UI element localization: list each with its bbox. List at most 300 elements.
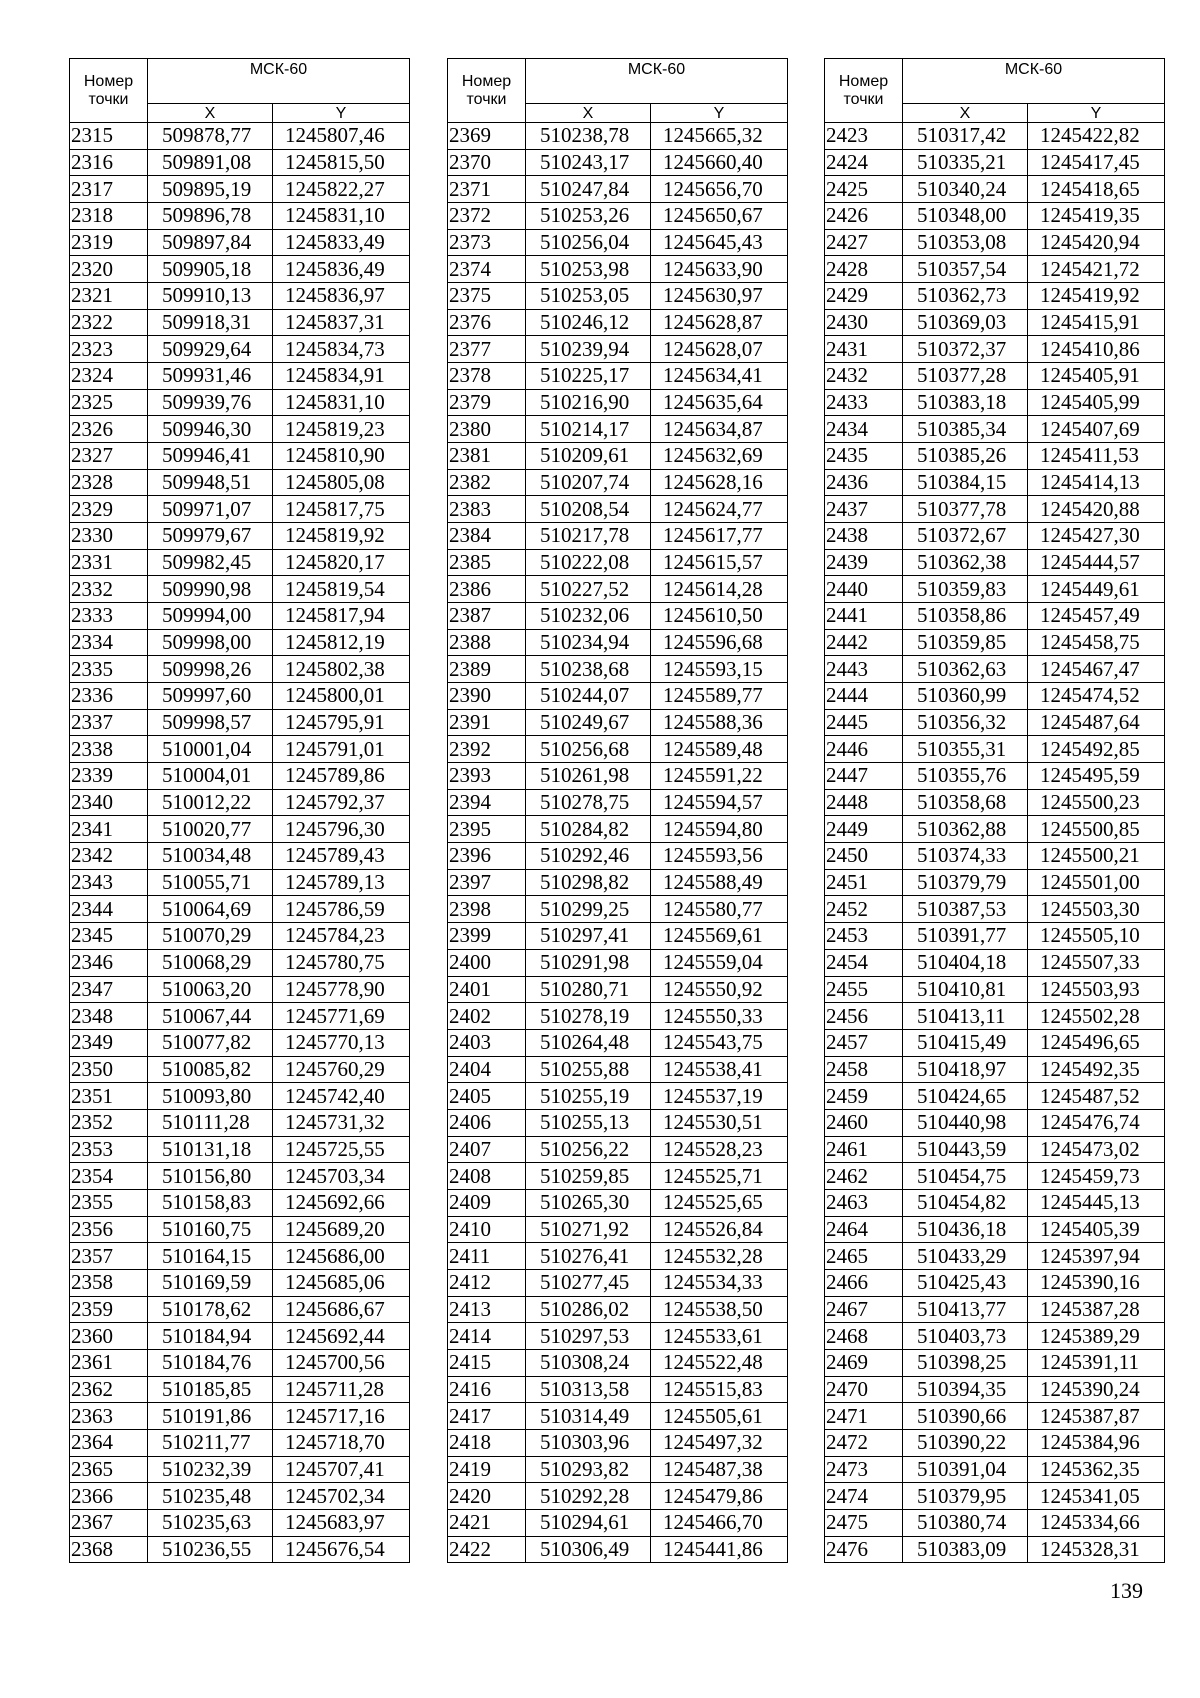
point-number-cell: 2470 — [825, 1376, 903, 1403]
y-coordinate-cell: 1245500,23 — [1028, 789, 1165, 816]
table-row — [825, 816, 1165, 843]
x-coordinate-cell: 510064,69 — [148, 896, 273, 923]
y-coordinate-cell: 1245610,50 — [651, 603, 788, 630]
x-coordinate-cell: 509997,60 — [148, 683, 273, 710]
table-row — [825, 1509, 1165, 1536]
table-row — [448, 336, 788, 363]
x-coordinate-cell: 510425,43 — [903, 1269, 1028, 1296]
point-number-cell: 2325 — [70, 389, 148, 416]
table-row — [448, 976, 788, 1003]
y-coordinate-cell: 1245550,92 — [651, 976, 788, 1003]
point-number-cell: 2369 — [448, 123, 526, 150]
x-coordinate-cell: 510111,28 — [148, 1109, 273, 1136]
point-number-cell: 2372 — [448, 203, 526, 230]
y-coordinate-cell: 1245702,34 — [273, 1483, 410, 1510]
point-number-cell: 2331 — [70, 549, 148, 576]
point-number-cell: 2396 — [448, 843, 526, 870]
table-row — [70, 1536, 410, 1563]
y-coordinate-cell: 1245389,29 — [1028, 1323, 1165, 1350]
table-row — [825, 1109, 1165, 1136]
x-coordinate-cell: 510253,05 — [526, 283, 651, 310]
x-coordinate-cell: 509931,46 — [148, 363, 273, 390]
x-coordinate-cell: 510238,68 — [526, 656, 651, 683]
y-coordinate-cell: 1245615,57 — [651, 549, 788, 576]
table-row — [448, 1296, 788, 1323]
y-coordinate-cell: 1245789,13 — [273, 869, 410, 896]
point-number-cell: 2447 — [825, 763, 903, 790]
x-coordinate-cell: 509891,08 — [148, 149, 273, 176]
point-number-cell: 2458 — [825, 1056, 903, 1083]
y-coordinate-cell: 1245390,24 — [1028, 1376, 1165, 1403]
point-number-cell: 2363 — [70, 1403, 148, 1430]
y-coordinate-cell: 1245817,94 — [273, 603, 410, 630]
point-number-cell: 2441 — [825, 603, 903, 630]
table-row — [825, 469, 1165, 496]
point-number-cell: 2346 — [70, 949, 148, 976]
table-row — [448, 1323, 788, 1350]
y-coordinate-cell: 1245414,13 — [1028, 469, 1165, 496]
point-number-cell: 2368 — [70, 1536, 148, 1563]
y-coordinate-cell: 1245525,65 — [651, 1189, 788, 1216]
point-number-cell: 2381 — [448, 443, 526, 470]
x-coordinate-cell: 510362,63 — [903, 656, 1028, 683]
y-coordinate-cell: 1245390,16 — [1028, 1269, 1165, 1296]
x-coordinate-cell: 510208,54 — [526, 496, 651, 523]
table-row — [70, 1083, 410, 1110]
x-coordinate-cell: 509910,13 — [148, 283, 273, 310]
table-row — [448, 896, 788, 923]
point-number-cell: 2476 — [825, 1536, 903, 1563]
x-coordinate-cell: 510454,75 — [903, 1163, 1028, 1190]
point-number-cell: 2473 — [825, 1456, 903, 1483]
table-row — [70, 416, 410, 443]
table-row — [825, 336, 1165, 363]
table-row — [825, 1456, 1165, 1483]
x-coordinate-cell: 510358,68 — [903, 789, 1028, 816]
x-coordinate-cell: 510433,29 — [903, 1243, 1028, 1270]
point-number-cell: 2440 — [825, 576, 903, 603]
y-coordinate-cell: 1245421,72 — [1028, 256, 1165, 283]
y-coordinate-cell: 1245596,68 — [651, 629, 788, 656]
table-row — [825, 949, 1165, 976]
table-row — [448, 1429, 788, 1456]
point-number-cell: 2445 — [825, 709, 903, 736]
table-row — [70, 443, 410, 470]
x-coordinate-cell: 510255,13 — [526, 1109, 651, 1136]
point-number-cell: 2420 — [448, 1483, 526, 1510]
y-coordinate-cell: 1245831,10 — [273, 203, 410, 230]
point-number-cell: 2347 — [70, 976, 148, 1003]
table-row — [825, 283, 1165, 310]
point-number-cell: 2463 — [825, 1189, 903, 1216]
table-row — [825, 1349, 1165, 1376]
point-number-cell: 2472 — [825, 1429, 903, 1456]
point-number-cell: 2349 — [70, 1029, 148, 1056]
point-number-cell: 2452 — [825, 896, 903, 923]
point-number-cell: 2397 — [448, 869, 526, 896]
point-number-cell: 2337 — [70, 709, 148, 736]
x-coordinate-cell: 510297,53 — [526, 1323, 651, 1350]
point-number-cell: 2398 — [448, 896, 526, 923]
point-number-header: Номер точки — [825, 59, 903, 123]
y-coordinate-cell: 1245474,52 — [1028, 683, 1165, 710]
x-coordinate-cell: 510169,59 — [148, 1269, 273, 1296]
point-number-cell: 2416 — [448, 1376, 526, 1403]
point-number-cell: 2351 — [70, 1083, 148, 1110]
point-number-cell: 2444 — [825, 683, 903, 710]
table-row — [825, 736, 1165, 763]
x-coordinate-cell: 509895,19 — [148, 176, 273, 203]
y-coordinate-cell: 1245449,61 — [1028, 576, 1165, 603]
y-coordinate-cell: 1245495,59 — [1028, 763, 1165, 790]
table-row — [825, 603, 1165, 630]
table-row — [448, 496, 788, 523]
point-number-cell: 2382 — [448, 469, 526, 496]
table-row — [448, 683, 788, 710]
x-coordinate-cell: 510034,48 — [148, 843, 273, 870]
point-number-cell: 2329 — [70, 496, 148, 523]
table-row — [70, 576, 410, 603]
x-header: X — [148, 104, 273, 123]
table-row — [448, 1403, 788, 1430]
table-row — [825, 923, 1165, 950]
y-coordinate-cell: 1245473,02 — [1028, 1136, 1165, 1163]
table-row — [448, 869, 788, 896]
y-coordinate-cell: 1245497,32 — [651, 1429, 788, 1456]
point-number-cell: 2353 — [70, 1136, 148, 1163]
y-coordinate-cell: 1245770,13 — [273, 1029, 410, 1056]
point-number-cell: 2379 — [448, 389, 526, 416]
y-coordinate-cell: 1245534,33 — [651, 1269, 788, 1296]
y-coordinate-cell: 1245692,44 — [273, 1323, 410, 1350]
y-coordinate-cell: 1245834,73 — [273, 336, 410, 363]
x-coordinate-cell: 510184,94 — [148, 1323, 273, 1350]
y-coordinate-cell: 1245660,40 — [651, 149, 788, 176]
y-coordinate-cell: 1245487,64 — [1028, 709, 1165, 736]
point-number-cell: 2474 — [825, 1483, 903, 1510]
y-coordinate-cell: 1245391,11 — [1028, 1349, 1165, 1376]
point-number-cell: 2415 — [448, 1349, 526, 1376]
table-row — [448, 1109, 788, 1136]
x-coordinate-cell: 509905,18 — [148, 256, 273, 283]
y-coordinate-cell: 1245594,57 — [651, 789, 788, 816]
x-coordinate-cell: 510385,34 — [903, 416, 1028, 443]
point-number-cell: 2375 — [448, 283, 526, 310]
table-row — [70, 336, 410, 363]
point-number-cell: 2462 — [825, 1163, 903, 1190]
y-coordinate-cell: 1245588,49 — [651, 869, 788, 896]
y-coordinate-cell: 1245628,16 — [651, 469, 788, 496]
y-coordinate-cell: 1245410,86 — [1028, 336, 1165, 363]
table-row — [70, 309, 410, 336]
point-number-cell: 2392 — [448, 736, 526, 763]
table-row — [825, 869, 1165, 896]
table-row — [825, 976, 1165, 1003]
table-row — [70, 229, 410, 256]
x-coordinate-cell: 509878,77 — [148, 123, 273, 150]
table-row — [448, 123, 788, 150]
y-coordinate-cell: 1245419,92 — [1028, 283, 1165, 310]
point-number-cell: 2391 — [448, 709, 526, 736]
x-coordinate-cell: 510424,65 — [903, 1083, 1028, 1110]
y-coordinate-cell: 1245791,01 — [273, 736, 410, 763]
y-coordinate-cell: 1245467,47 — [1028, 656, 1165, 683]
x-coordinate-cell: 510413,77 — [903, 1296, 1028, 1323]
table-row — [448, 843, 788, 870]
table-row — [448, 1136, 788, 1163]
point-number-cell: 2376 — [448, 309, 526, 336]
point-number-cell: 2348 — [70, 1003, 148, 1030]
y-coordinate-cell: 1245628,87 — [651, 309, 788, 336]
x-coordinate-cell: 510232,39 — [148, 1456, 273, 1483]
x-coordinate-cell: 510358,86 — [903, 603, 1028, 630]
point-number-cell: 2434 — [825, 416, 903, 443]
table-row — [70, 469, 410, 496]
table-row — [825, 1083, 1165, 1110]
point-number-cell: 2330 — [70, 523, 148, 550]
x-coordinate-cell: 510246,12 — [526, 309, 651, 336]
y-coordinate-cell: 1245411,53 — [1028, 443, 1165, 470]
y-coordinate-cell: 1245589,48 — [651, 736, 788, 763]
x-coordinate-cell: 509998,57 — [148, 709, 273, 736]
table-row — [825, 1296, 1165, 1323]
table-row — [448, 1456, 788, 1483]
table-row — [448, 949, 788, 976]
table-row — [448, 176, 788, 203]
table-row — [70, 869, 410, 896]
point-number-cell: 2401 — [448, 976, 526, 1003]
point-number-cell: 2460 — [825, 1109, 903, 1136]
table-row — [70, 363, 410, 390]
x-coordinate-cell: 510227,52 — [526, 576, 651, 603]
y-header: Y — [273, 104, 410, 123]
y-coordinate-cell: 1245589,77 — [651, 683, 788, 710]
point-number-cell: 2356 — [70, 1216, 148, 1243]
point-number-cell: 2407 — [448, 1136, 526, 1163]
table-row — [448, 523, 788, 550]
point-number-cell: 2417 — [448, 1403, 526, 1430]
x-coordinate-cell: 510359,85 — [903, 629, 1028, 656]
y-coordinate-cell: 1245503,30 — [1028, 896, 1165, 923]
x-coordinate-cell: 510362,38 — [903, 549, 1028, 576]
table-row — [448, 1083, 788, 1110]
y-coordinate-cell: 1245837,31 — [273, 309, 410, 336]
point-number-cell: 2400 — [448, 949, 526, 976]
table-row — [448, 1243, 788, 1270]
y-coordinate-cell: 1245819,92 — [273, 523, 410, 550]
point-number-cell: 2393 — [448, 763, 526, 790]
y-coordinate-cell: 1245760,29 — [273, 1056, 410, 1083]
table-row — [448, 789, 788, 816]
coordinate-system-header: МСК-60 — [903, 59, 1165, 104]
y-coordinate-cell: 1245537,19 — [651, 1083, 788, 1110]
point-number-cell: 2354 — [70, 1163, 148, 1190]
table-row — [70, 1243, 410, 1270]
table-row — [448, 629, 788, 656]
table-row — [825, 1163, 1165, 1190]
y-coordinate-cell: 1245819,54 — [273, 576, 410, 603]
x-coordinate-cell: 510317,42 — [903, 123, 1028, 150]
y-coordinate-cell: 1245650,67 — [651, 203, 788, 230]
point-number-cell: 2378 — [448, 363, 526, 390]
y-coordinate-cell: 1245420,94 — [1028, 229, 1165, 256]
y-coordinate-cell: 1245633,90 — [651, 256, 788, 283]
y-coordinate-cell: 1245387,28 — [1028, 1296, 1165, 1323]
y-coordinate-cell: 1245692,66 — [273, 1189, 410, 1216]
x-coordinate-cell: 510390,66 — [903, 1403, 1028, 1430]
x-coordinate-cell: 510214,17 — [526, 416, 651, 443]
x-coordinate-cell: 510394,35 — [903, 1376, 1028, 1403]
y-coordinate-cell: 1245780,75 — [273, 949, 410, 976]
x-coordinate-cell: 510292,46 — [526, 843, 651, 870]
point-number-cell: 2338 — [70, 736, 148, 763]
x-coordinate-cell: 509939,76 — [148, 389, 273, 416]
table-row — [825, 629, 1165, 656]
x-coordinate-cell: 510234,94 — [526, 629, 651, 656]
point-number-header: Номер точки — [448, 59, 526, 123]
y-coordinate-cell: 1245817,75 — [273, 496, 410, 523]
table-row — [448, 1189, 788, 1216]
x-coordinate-cell: 510353,08 — [903, 229, 1028, 256]
table-row — [825, 1189, 1165, 1216]
x-coordinate-cell: 510265,30 — [526, 1189, 651, 1216]
y-coordinate-cell: 1245487,38 — [651, 1456, 788, 1483]
table-row — [448, 816, 788, 843]
x-coordinate-cell: 510298,82 — [526, 869, 651, 896]
y-coordinate-cell: 1245526,84 — [651, 1216, 788, 1243]
y-coordinate-cell: 1245492,35 — [1028, 1056, 1165, 1083]
x-coordinate-cell: 510131,18 — [148, 1136, 273, 1163]
table-row — [825, 576, 1165, 603]
point-number-cell: 2439 — [825, 549, 903, 576]
table-row — [448, 1056, 788, 1083]
x-coordinate-cell: 510243,17 — [526, 149, 651, 176]
table-row — [448, 1483, 788, 1510]
table-row — [448, 203, 788, 230]
y-coordinate-cell: 1245624,77 — [651, 496, 788, 523]
x-coordinate-cell: 510001,04 — [148, 736, 273, 763]
x-coordinate-cell: 510244,07 — [526, 683, 651, 710]
table-row — [448, 309, 788, 336]
table-row — [825, 1376, 1165, 1403]
x-coordinate-cell: 510217,78 — [526, 523, 651, 550]
table-row — [825, 1269, 1165, 1296]
x-coordinate-cell: 510372,67 — [903, 523, 1028, 550]
point-number-cell: 2430 — [825, 309, 903, 336]
table-row — [825, 203, 1165, 230]
x-coordinate-cell: 510374,33 — [903, 843, 1028, 870]
table-body — [825, 123, 1165, 1563]
point-number-cell: 2359 — [70, 1296, 148, 1323]
y-coordinate-cell: 1245384,96 — [1028, 1429, 1165, 1456]
x-coordinate-cell: 509896,78 — [148, 203, 273, 230]
table-body — [70, 123, 410, 1563]
point-number-cell: 2443 — [825, 656, 903, 683]
x-coordinate-cell: 510294,61 — [526, 1509, 651, 1536]
point-number-cell: 2449 — [825, 816, 903, 843]
coordinates-table-1 — [69, 58, 410, 1563]
table-row — [70, 256, 410, 283]
table-row — [825, 1003, 1165, 1030]
table-row — [825, 123, 1165, 150]
y-coordinate-cell: 1245515,83 — [651, 1376, 788, 1403]
x-coordinate-cell: 510209,61 — [526, 443, 651, 470]
x-coordinate-cell: 509948,51 — [148, 469, 273, 496]
table-row — [70, 1189, 410, 1216]
point-number-cell: 2436 — [825, 469, 903, 496]
x-coordinate-cell: 510020,77 — [148, 816, 273, 843]
x-coordinate-cell: 510404,18 — [903, 949, 1028, 976]
x-coordinate-cell: 510235,48 — [148, 1483, 273, 1510]
y-coordinate-cell: 1245656,70 — [651, 176, 788, 203]
x-coordinate-cell: 510278,75 — [526, 789, 651, 816]
table-body — [448, 123, 788, 1563]
table-row — [825, 709, 1165, 736]
point-number-cell: 2426 — [825, 203, 903, 230]
x-coordinate-cell: 510403,73 — [903, 1323, 1028, 1350]
y-coordinate-cell: 1245476,74 — [1028, 1109, 1165, 1136]
x-coordinate-cell: 510348,00 — [903, 203, 1028, 230]
x-coordinate-cell: 510185,85 — [148, 1376, 273, 1403]
point-number-cell: 2386 — [448, 576, 526, 603]
table-row — [448, 443, 788, 470]
table-row — [448, 229, 788, 256]
x-coordinate-cell: 510377,78 — [903, 496, 1028, 523]
table-row — [448, 416, 788, 443]
table-row — [70, 896, 410, 923]
y-coordinate-cell: 1245500,21 — [1028, 843, 1165, 870]
point-number-cell: 2358 — [70, 1269, 148, 1296]
x-coordinate-cell: 510068,29 — [148, 949, 273, 976]
y-coordinate-cell: 1245525,71 — [651, 1163, 788, 1190]
point-number-cell: 2421 — [448, 1509, 526, 1536]
y-coordinate-cell: 1245417,45 — [1028, 149, 1165, 176]
y-coordinate-cell: 1245632,69 — [651, 443, 788, 470]
table-row — [448, 1509, 788, 1536]
point-number-cell: 2418 — [448, 1429, 526, 1456]
point-number-cell: 2414 — [448, 1323, 526, 1350]
y-coordinate-cell: 1245789,86 — [273, 763, 410, 790]
point-number-cell: 2371 — [448, 176, 526, 203]
x-coordinate-cell: 510398,25 — [903, 1349, 1028, 1376]
table-row — [448, 283, 788, 310]
y-coordinate-cell: 1245778,90 — [273, 976, 410, 1003]
table-row — [70, 1269, 410, 1296]
x-coordinate-cell: 510308,24 — [526, 1349, 651, 1376]
x-coordinate-cell: 510077,82 — [148, 1029, 273, 1056]
x-header: X — [526, 104, 651, 123]
point-number-cell: 2332 — [70, 576, 148, 603]
point-number-cell: 2326 — [70, 416, 148, 443]
y-coordinate-cell: 1245466,70 — [651, 1509, 788, 1536]
point-number-cell: 2388 — [448, 629, 526, 656]
y-header: Y — [1028, 104, 1165, 123]
y-coordinate-cell: 1245580,77 — [651, 896, 788, 923]
y-coordinate-cell: 1245533,61 — [651, 1323, 788, 1350]
table-row — [448, 549, 788, 576]
point-number-cell: 2411 — [448, 1243, 526, 1270]
point-number-cell: 2323 — [70, 336, 148, 363]
table-row — [825, 1483, 1165, 1510]
x-coordinate-cell: 510247,84 — [526, 176, 651, 203]
table-row — [70, 1216, 410, 1243]
x-coordinate-cell: 510239,94 — [526, 336, 651, 363]
table-row — [70, 523, 410, 550]
y-coordinate-cell: 1245397,94 — [1028, 1243, 1165, 1270]
table-row — [825, 843, 1165, 870]
y-coordinate-cell: 1245689,20 — [273, 1216, 410, 1243]
x-coordinate-cell: 510276,41 — [526, 1243, 651, 1270]
